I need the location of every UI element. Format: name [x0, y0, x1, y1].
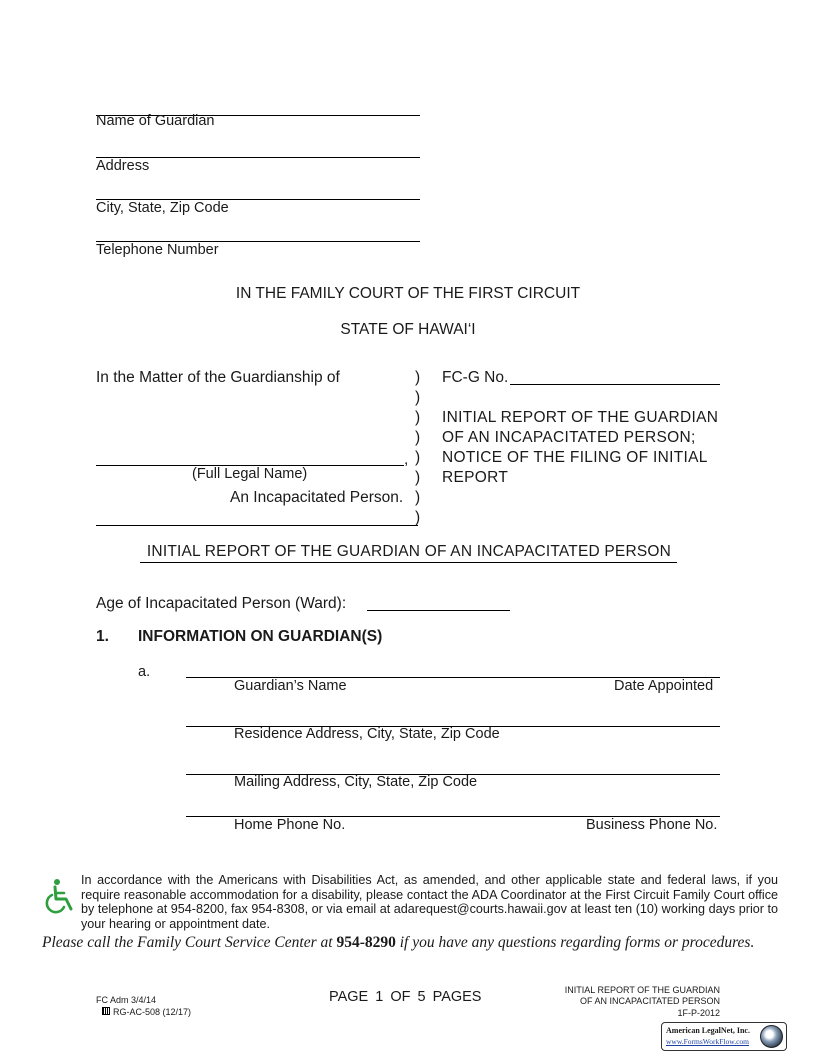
- ada-notice: In accordance with the Americans with Disabilities Act, as amended, and other applicable state and federal laws, if you require reasonable accommodation for a disability, please contact the ADA Coordinator at the First Circuit Family Court office by telephone at 954-8200, fax 954-8308, or via email at adarequest@courts.hawaii.gov at least ten (10) working days prior to your hearing or appointment date.: [81, 873, 778, 931]
- service-center-line: [42, 934, 782, 952]
- footer-title-line: INITIAL REPORT OF THE GUARDIAN: [564, 985, 720, 995]
- city-state-zip-label: City, State, Zip Code: [96, 200, 229, 216]
- rg-code: RG-AC-508 (12/17): [113, 1007, 192, 1017]
- section-number: 1.: [96, 628, 109, 645]
- logo-name: American LegalNet, Inc.: [666, 1026, 750, 1035]
- court-name: IN THE FAMILY COURT OF THE FIRST CIRCUIT: [235, 285, 581, 302]
- logo-globe-icon: [760, 1025, 783, 1048]
- guardian-name-label: Name of Guardian: [96, 113, 215, 129]
- page-indicator: PAGE 1 OF 5 PAGES: [329, 989, 482, 1005]
- incapacitated-person-label: An Incapacitated Person.: [230, 489, 404, 506]
- mailing-address-sublabel: Mailing Address, City, State, Zip Code: [234, 774, 478, 790]
- caption-paren: ): [415, 469, 421, 486]
- caption-paren: ): [415, 389, 421, 406]
- residence-address-sublabel: Residence Address, City, State, Zip Code: [234, 726, 500, 742]
- matter-label: In the Matter of the Guardianship of: [96, 369, 340, 386]
- guardian-name-sublabel: Guardian’s Name: [234, 678, 347, 694]
- section-title: INFORMATION ON GUARDIAN(S): [138, 628, 383, 645]
- ward-name-comma: ,: [404, 451, 409, 468]
- date-appointed-sublabel: Date Appointed: [614, 678, 714, 694]
- report-title: INITIAL REPORT OF THE GUARDIAN OF AN INCAPACITATED PERSON: [146, 543, 672, 560]
- form-id: FC Adm 3/4/14: [96, 995, 157, 1005]
- caption-paren: ): [415, 409, 421, 426]
- caption-bottom-line: [96, 525, 418, 526]
- document-title-line: REPORT: [442, 469, 509, 486]
- home-phone-sublabel: Home Phone No.: [234, 817, 346, 833]
- document-title-line: OF AN INCAPACITATED PERSON;: [442, 429, 696, 446]
- document-title-line: NOTICE OF THE FILING OF INITIAL: [442, 449, 708, 466]
- service-center-phone: 954-8290: [336, 934, 396, 951]
- barcode-icon: [102, 1007, 110, 1015]
- court-state: STATE OF HAWAI‘I: [340, 321, 476, 338]
- age-line[interactable]: [367, 610, 510, 611]
- business-phone-sublabel: Business Phone No.: [586, 817, 718, 833]
- american-legalnet-logo[interactable]: [661, 1022, 787, 1051]
- case-number-label: FC-G No.: [442, 369, 509, 386]
- item-letter: a.: [138, 664, 151, 680]
- case-number-line[interactable]: [510, 384, 720, 385]
- caption-paren: ): [415, 369, 421, 386]
- address-label: Address: [96, 158, 150, 174]
- service-center-text: Please call the Family Court Service Center at: [42, 934, 337, 951]
- telephone-label: Telephone Number: [96, 242, 219, 258]
- caption-paren: ): [415, 429, 421, 446]
- caption-paren: ): [415, 509, 421, 526]
- logo-url: www.FormsWorkFlow.com: [666, 1037, 750, 1046]
- wheelchair-icon: [44, 878, 76, 914]
- form-number: 1F-P-2012: [677, 1008, 720, 1018]
- service-center-text-end: if you have any questions regarding forms or procedures.: [395, 934, 755, 951]
- report-title-underline: [140, 562, 677, 563]
- age-label: Age of Incapacitated Person (Ward):: [96, 595, 347, 612]
- full-legal-name-label: (Full Legal Name): [192, 466, 308, 482]
- caption-paren: ): [415, 489, 421, 506]
- caption-paren: ): [415, 449, 421, 466]
- footer-title-line: OF AN INCAPACITATED PERSON: [579, 996, 720, 1006]
- document-title-line: INITIAL REPORT OF THE GUARDIAN: [442, 409, 719, 426]
